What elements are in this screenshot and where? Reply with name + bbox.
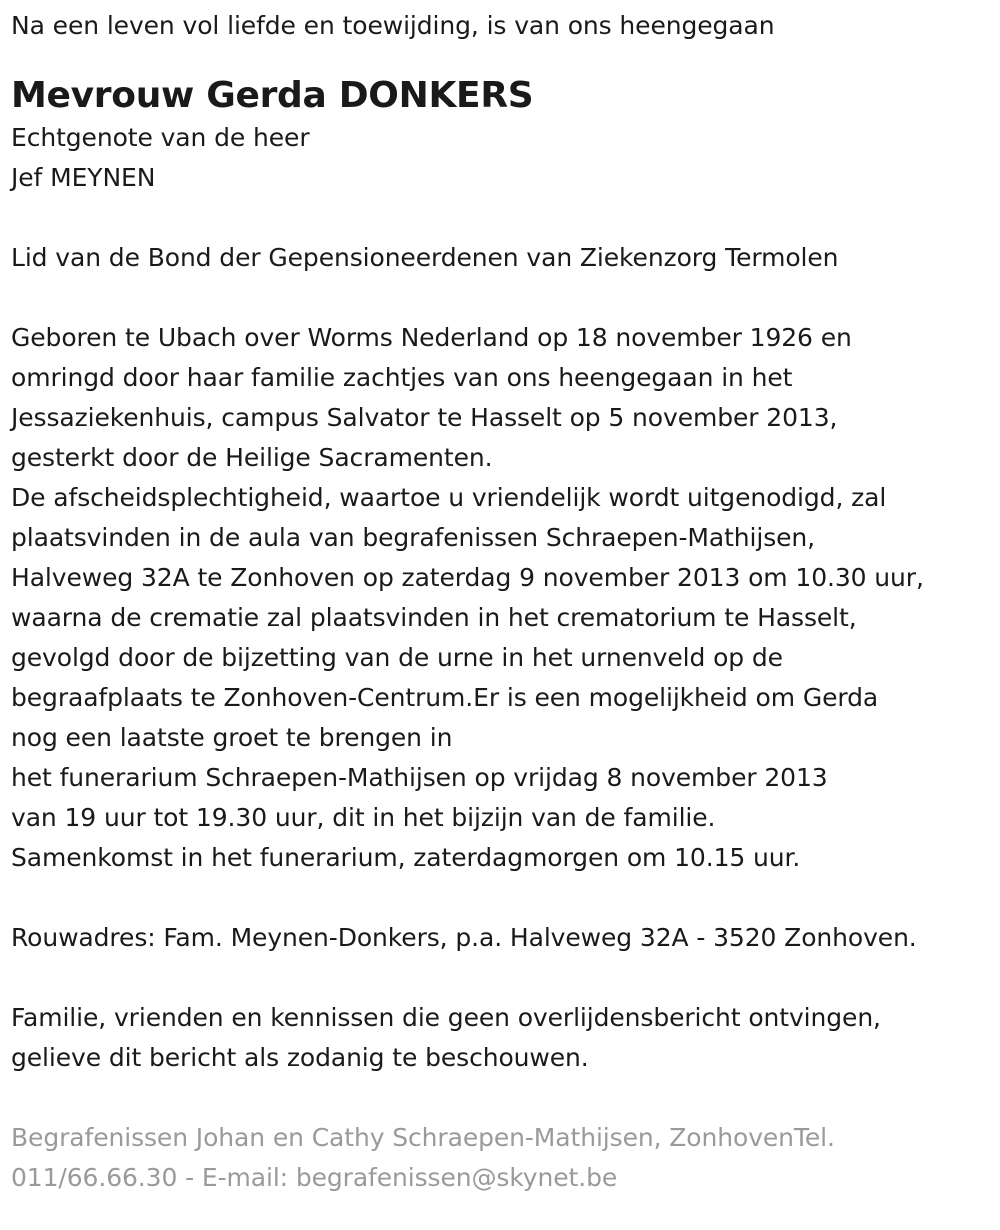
body-line: begraafplaats te Zonhoven-Centrum.Er is een mogelijkheid om Gerda: [11, 683, 879, 712]
mourning-address: Rouwadres: Fam. Meynen-Donkers, p.a. Halveweg 32A - 3520 Zonhoven.: [11, 923, 917, 952]
body-line: De afscheidsplechtigheid, waartoe u vriendelijk wordt uitgenodigd, zal: [11, 483, 887, 512]
body-line: Samenkomst in het funerarium, zaterdagmorgen om 10.15 uur.: [11, 843, 801, 872]
notice-text: [11, 998, 990, 1078]
spacer: [11, 278, 990, 318]
deceased-name: Mevrouw Gerda DONKERS: [11, 75, 534, 116]
body-line: waarna de crematie zal plaatsvinden in het crematorium te Hasselt,: [11, 603, 857, 632]
body-line: plaatsvinden in de aula van begrafenissen Schraepen-Mathijsen,: [11, 523, 816, 552]
spouse-line-2: Jef MEYNEN: [11, 163, 156, 192]
body-line: het funerarium Schraepen-Mathijsen op vrijdag 8 november 2013: [11, 763, 828, 792]
spacer: [11, 958, 990, 998]
obituary-body: [11, 318, 990, 878]
body-line: Jessaziekenhuis, campus Salvator te Hasselt op 5 november 2013,: [11, 403, 838, 432]
membership-text: Lid van de Bond der Gepensioneerdenen van Ziekenzorg Termolen: [11, 243, 839, 272]
footer-line: 011/66.66.30 - E-mail: begrafenissen@skynet.be: [11, 1163, 618, 1192]
spacer: [11, 1078, 990, 1118]
body-line: gesterkt door de Heilige Sacramenten.: [11, 443, 493, 472]
funeral-home-footer: [11, 1118, 990, 1198]
notice-line: Familie, vrienden en kennissen die geen overlijdensbericht ontvingen,: [11, 1003, 881, 1032]
body-line: gevolgd door de bijzetting van de urne in het urnenveld op de: [11, 643, 783, 672]
spouse-line-1: Echtgenote van de heer: [11, 123, 310, 152]
footer-line: Begrafenissen Johan en Cathy Schraepen-Mathijsen, ZonhovenTel.: [11, 1123, 835, 1152]
body-line: omringd door haar familie zachtjes van ons heengegaan in het: [11, 363, 793, 392]
notice-line: gelieve dit bericht als zodanig te beschouwen.: [11, 1043, 589, 1072]
body-line: nog een laatste groet te brengen in: [11, 723, 453, 752]
spacer: [11, 878, 990, 918]
spacer: [11, 198, 990, 238]
body-line: Geboren te Ubach over Worms Nederland op 18 november 1926 en: [11, 323, 852, 352]
body-line: Halveweg 32A te Zonhoven op zaterdag 9 november 2013 om 10.30 uur,: [11, 563, 924, 592]
body-line: van 19 uur tot 19.30 uur, dit in het bijzijn van de familie.: [11, 803, 716, 832]
intro-text: Na een leven vol liefde en toewijding, is van ons heengegaan: [11, 11, 775, 40]
